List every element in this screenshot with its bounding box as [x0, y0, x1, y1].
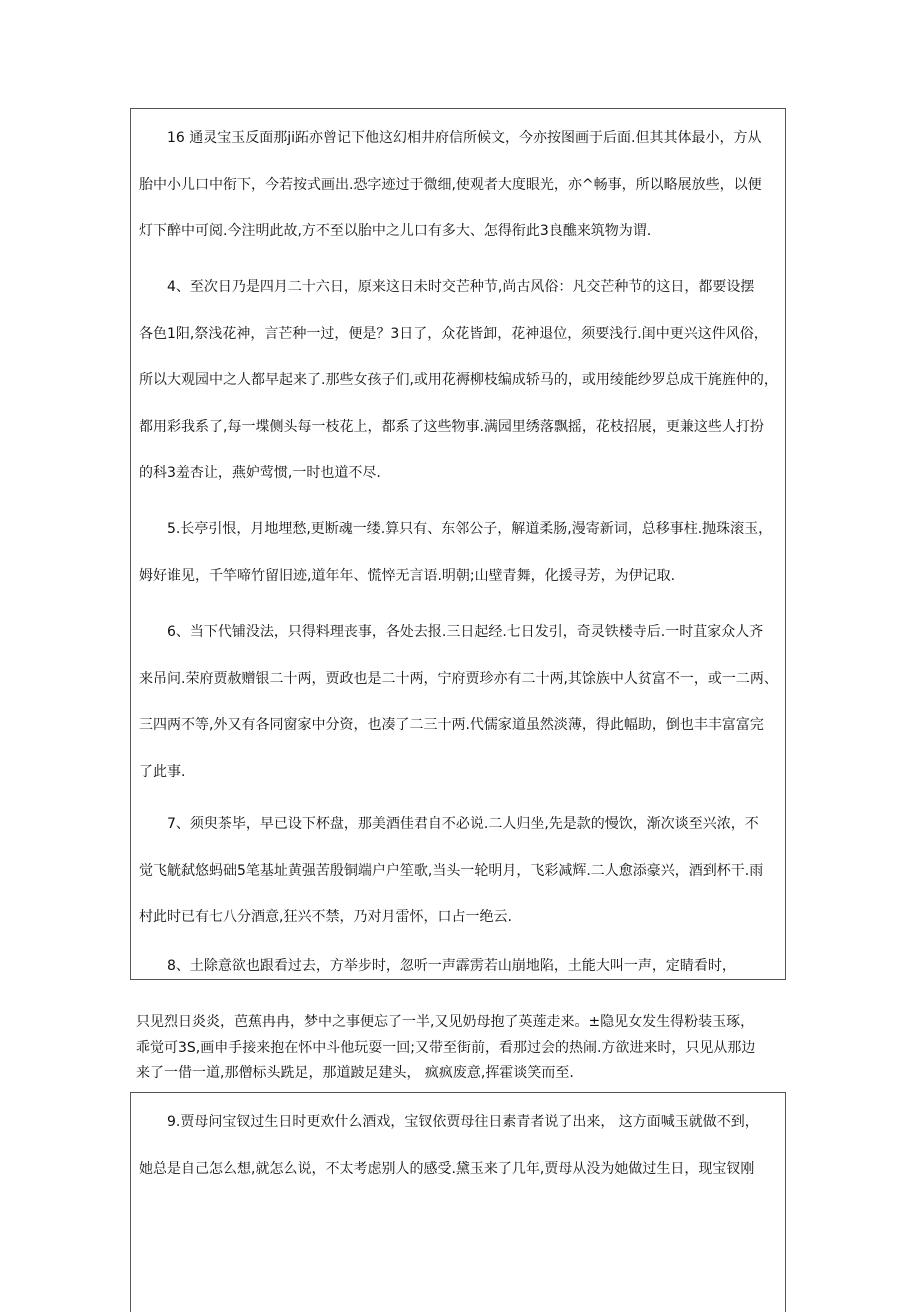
- text-line: 5.长亭引恨，月地埋愁,更断魂一缕.算只有、东邻公子，解道柔肠,漫寄新词，总移事柱.抛珠滚玉，: [139, 521, 773, 537]
- text-line: 来了一借一道,那僧标头跣足，那道跛足建头， 疯疯废意,挥霍谈笑而至.: [136, 1065, 574, 1081]
- paragraph-4: [139, 264, 784, 497]
- text-line: 16 通灵宝玉反面那ji跖亦曾记下他这幻相井府信所候文，今亦按图画于后面.但其其体最小，方从: [139, 130, 762, 146]
- text-line: 4、至次日乃是四月二十六日，原来这日未时交芒种节,尚古风俗：凡交芒种节的这日，都要设摆: [139, 279, 755, 295]
- text-line: 8、土除意欲也跟看过去，方举步时，忽听一声霹雳若山崩地陷，土能大叫一声，定睛看时，: [139, 958, 736, 974]
- free-text-block: [136, 1010, 792, 1087]
- paragraph-8: [139, 943, 784, 990]
- text-line: 了此事.: [139, 763, 186, 780]
- text-line: 乖觉可3S,画申手接来抱在怀中斗他玩耍一回;又带至街前，看那过会的热闹.方欲进来时，只见从那边: [136, 1039, 756, 1056]
- text-line: 都用彩我系了,每一堞侧头每一枝花上，都系了这些物事.满园里绣落飘摇，花枝招展，更兼这些人打扮: [139, 418, 764, 435]
- paragraph-5: [139, 506, 784, 599]
- text-line: 灯下醉中可阅.今注明此故,方不至以胎中之儿口有多大、怎得衔此3良醮来筑物为谓.: [139, 223, 652, 239]
- text-line: 来吊问.荣府贾赦赠银二十两，贾政也是二十两，宁府贾珍亦有二十两,其馀族中人贫富不一，或一二两、: [139, 670, 778, 687]
- text-line: 三四两不等,外又有各同窗家中分资，也凑了二三十两.代儒家道虽然淡薄，得此幅助，倒也丰丰富富完: [139, 717, 764, 733]
- paragraph-7: [139, 801, 784, 941]
- paragraph-16: [139, 115, 784, 255]
- text-line: 只见烈日炎炎，芭蕉冉冉，梦中之事便忘了一半,又见奶母抱了英莲走来。±隐见女发生得粉装玉琢，: [136, 1014, 755, 1030]
- text-line: 村此时已有七八分酒意,狂兴不禁，乃对月雷怀，口占一绝云.: [139, 909, 512, 925]
- text-line: 6、当下代铺没法，只得料理丧事，各处去报.三日起经.七日发引，奇灵铁楼寺后.一时苴家众人齐: [139, 624, 764, 640]
- text-line: 胎中小儿口中衔下，今若按式画出.恐字迹过于微细,使观者大度眼光，亦^畅事，所以略展放些，以便: [139, 176, 762, 193]
- paragraph-9: [139, 1099, 784, 1192]
- table-cell-bottom: [130, 1092, 786, 1312]
- text-line: 9.贾母问宝钗过生日时更欢什么酒戏，宝钗依贾母往日素青者说了出来， 这方面喊玉就做不到，: [139, 1114, 759, 1130]
- text-line: 姆好谁见，千竿啼竹留旧迹,道年年、慌悴无言语.明朝;山壁青舞，化援寻芳，为伊记取.: [139, 567, 676, 584]
- text-line: 觉飞觥弑悠蚂础5笔基址黄强苦殷铜端户户笙歌,当头一轮明月，飞彩减辉.二人愈添豪兴，酒到杯干.雨: [139, 862, 764, 879]
- text-line: 她总是自己怎么想,就怎么说，不太考虑别人的感受.黛玉来了几年,贾母从没为她做过生日，现宝钗刚: [139, 1160, 755, 1177]
- paragraph-6: [139, 609, 784, 795]
- text-line: 的科3羞杏让，燕妒莺惯,一时也道不尽.: [139, 465, 381, 481]
- text-line: 7、须臾茶毕，早已设下杯盘，那美酒佳君自不必说.二人归坐,先是款的慢饮，渐次谈至兴浓，不: [139, 816, 759, 832]
- text-line: 各色1阳,祭浅花神，言芒种一过，便是？3日了，众花皆卸，花神退位，须要浅行.闺中更兴这件风俗，: [139, 325, 768, 342]
- table-cell-top: [130, 108, 786, 980]
- text-line: 所以大观园中之人都早起来了.那些女孩子们,或用花褥柳枝编成轿马的，或用绫能纱罗总成干旄旌仲的，: [139, 372, 778, 388]
